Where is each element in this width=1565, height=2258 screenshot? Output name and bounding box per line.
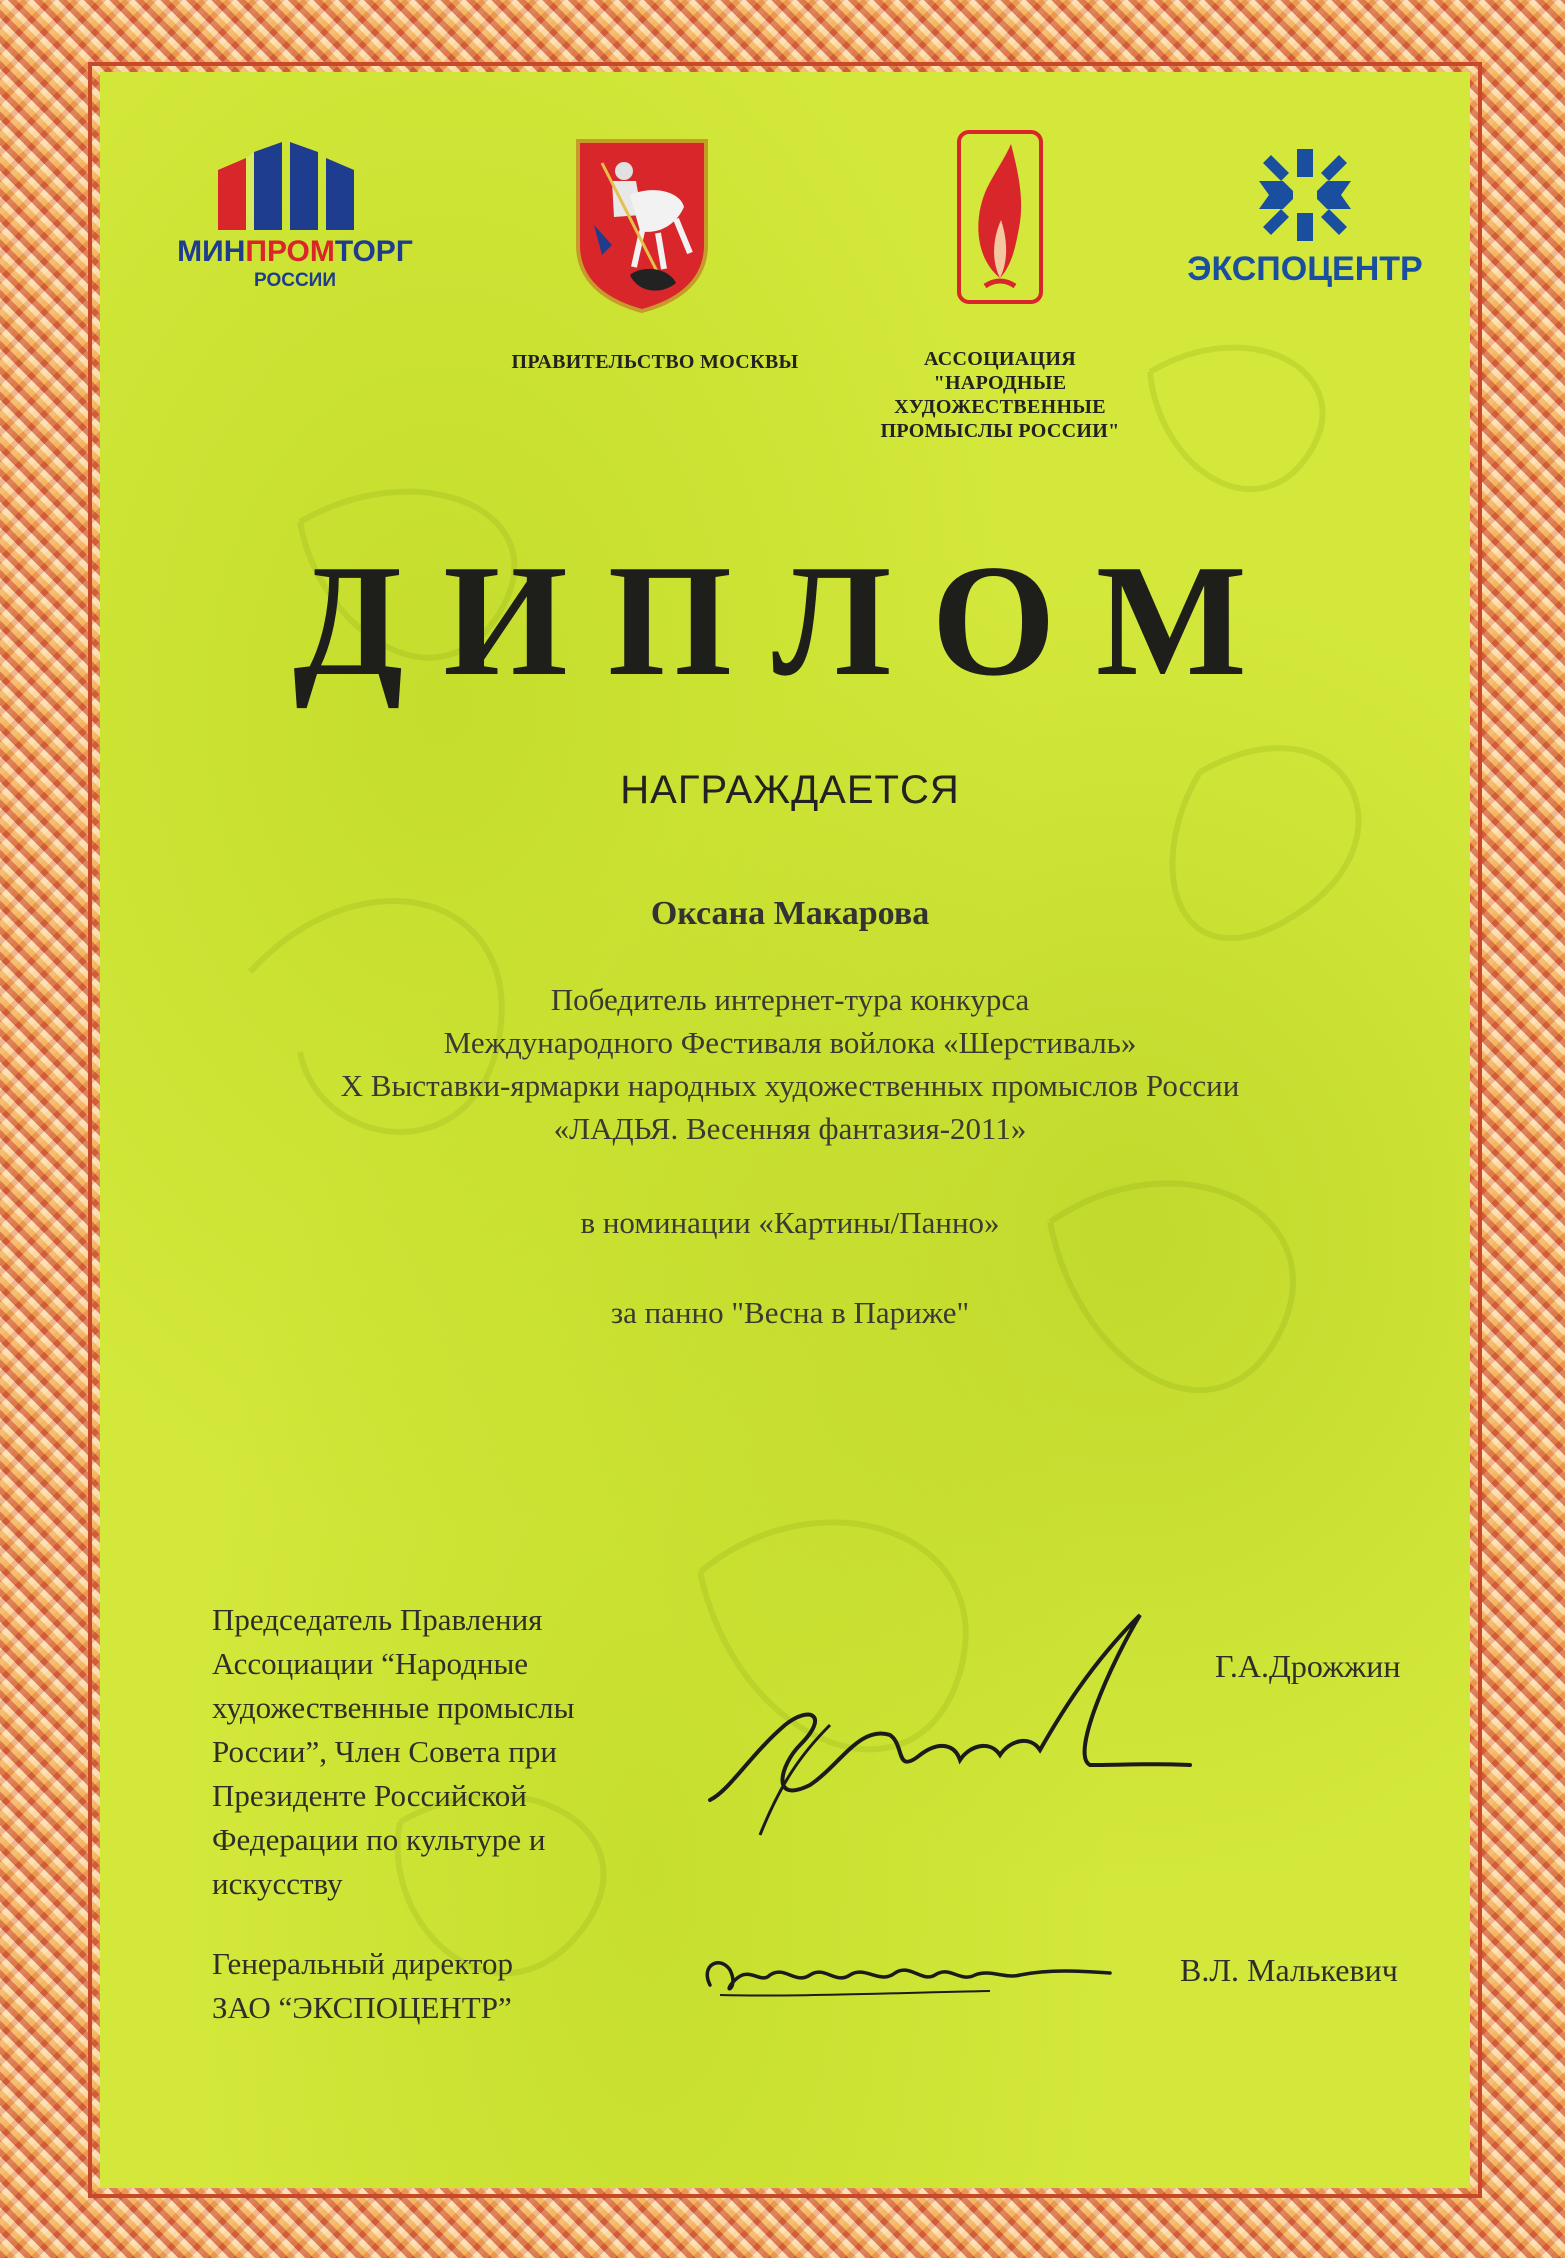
expocentre-logo	[1155, 145, 1455, 300]
minpromtorg-text-pre: МИН	[177, 235, 246, 268]
diploma-title: ДИПЛОМ	[293, 531, 1287, 709]
minpromtorg-wordmark	[150, 235, 440, 269]
minpromtorg-text-mid: ПРОМ	[245, 235, 335, 268]
moscow-government-caption: ПРАВИТЕЛЬСТВО МОСКВЫ	[511, 351, 799, 373]
signature-2	[690, 1935, 1120, 2015]
association-caption	[840, 347, 1160, 443]
signatory-1-title	[212, 1598, 732, 1906]
work-title: за панно "Весна в Париже"	[610, 1295, 970, 1330]
moscow-coat-of-arms	[572, 135, 712, 315]
signatory-title-line: России”, Член Совета при	[212, 1734, 557, 1769]
association-caption-line: ПРОМЫСЛЫ РОССИИ"	[880, 420, 1120, 442]
signatory-title-line: Генеральный директор	[212, 1946, 513, 1981]
signatory-title-line: Ассоциации “Народные	[212, 1646, 529, 1681]
minpromtorg-text-post: ТОРГ	[334, 235, 413, 268]
association-flame-logo	[955, 128, 1045, 306]
description-line: «ЛАДЬЯ. Весенняя фантазия-2011»	[553, 1111, 1027, 1146]
signature-1	[690, 1605, 1200, 1865]
minpromtorg-emblem-icon	[150, 140, 440, 235]
description-line: Победитель интернет-тура конкурса	[550, 982, 1030, 1017]
signatory-title-line: художественные промыслы	[212, 1690, 575, 1725]
association-caption-line: ХУДОЖЕСТВЕННЫЕ	[894, 396, 1106, 418]
recipient-name: Оксана Макарова	[650, 895, 930, 932]
minpromtorg-logo	[150, 140, 440, 310]
expocentre-emblem-icon	[1155, 145, 1455, 245]
association-caption-line: "НАРОДНЫЕ	[933, 372, 1067, 394]
signatory-2-name: В.Л. Малькевич	[1180, 1952, 1398, 1988]
expocentre-wordmark: ЭКСПОЦЕНТР	[1187, 250, 1423, 288]
flame-icon	[955, 128, 1045, 306]
signatory-2-title	[212, 1942, 732, 2030]
signatory-title-line: ЗАО “ЭКСПОЦЕНТР”	[212, 1990, 512, 2025]
description-line: X Выставки-ярмарки народных художественных промыслов России	[340, 1068, 1240, 1103]
nomination-text: в номинации «Картины/Панно»	[580, 1205, 1000, 1240]
signatory-title-line: Федерации по культуре и	[212, 1822, 546, 1857]
moscow-shield-icon	[572, 135, 712, 315]
signatory-title-line: искусству	[212, 1866, 343, 1901]
signatory-title-line: Президенте Российской	[212, 1778, 527, 1813]
signatory-1-name: Г.А.Дрожжин	[1215, 1648, 1401, 1684]
description-line: Международного Фестиваля войлока «Шерстиваль»	[443, 1025, 1137, 1060]
signatory-title-line: Председатель Правления	[212, 1602, 543, 1637]
awarded-label: НАГРАЖДАЕТСЯ	[620, 768, 960, 812]
association-caption-line: АССОЦИАЦИЯ	[923, 348, 1076, 370]
minpromtorg-subtext: РОССИИ	[254, 270, 336, 291]
